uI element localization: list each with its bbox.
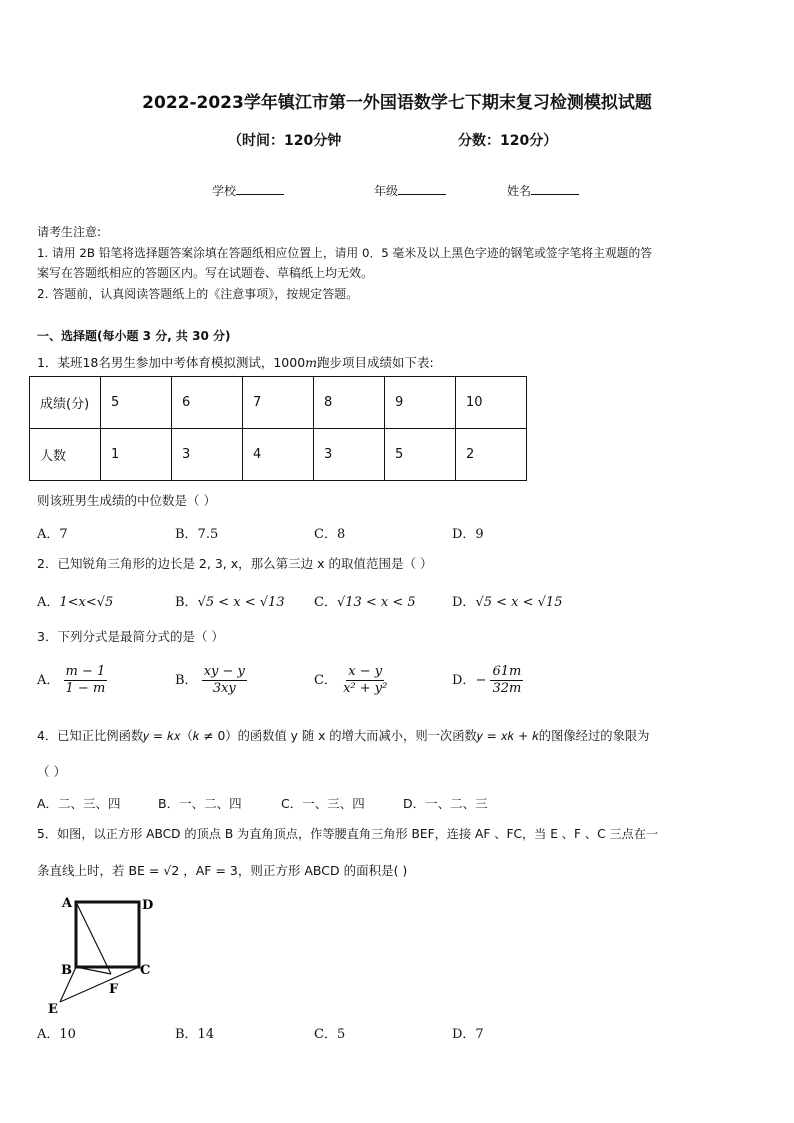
table-cell: 7 [243, 377, 314, 429]
notice-line2: 2. 答题前，认真阅读答题纸上的《注意事项》，按规定答题。 [37, 287, 359, 301]
q3-d-numerator: 61m [492, 664, 522, 679]
notice-line1b: 案写在答题纸相应的答题区内。写在试题卷、草稿纸上均无效。 [37, 266, 374, 280]
q4-paren: （ ） [37, 764, 66, 779]
name-blank [531, 182, 579, 195]
q2-b-label: B． [175, 595, 198, 610]
school-blank [236, 182, 284, 195]
q5-option-b: B．14 [175, 1027, 215, 1042]
q3-c-fraction [341, 664, 389, 697]
q2-stem: 2．已知锐角三角形的边长是 2, 3, x，那么第三边 x 的取值范围是（ ） [37, 556, 433, 571]
q3-a-label: A． [37, 673, 60, 688]
q2-c-label: C． [314, 595, 337, 610]
notice-heading: 请考生注意: [37, 225, 102, 239]
q3-d-sign: − [475, 673, 487, 688]
q3-a-denominator: 1 − m [65, 681, 106, 696]
table-cell: 3 [172, 429, 243, 481]
q2-a-expr: 1<x<√5 [59, 595, 114, 610]
table-cell: 5 [385, 429, 456, 481]
name-field [507, 182, 579, 199]
label-d: D [142, 898, 154, 913]
q2-option-b [175, 591, 285, 610]
notice-line1a: 1. 请用 2B 铅笔将选择题答案涂填在答题纸相应位置上，请用 0．5 毫米及以上黑色字迹的钢笔或签字笔将主观题的答 [37, 246, 653, 260]
q1-option-d: D．9 [452, 527, 484, 542]
q4-option-b: B．一、二、四 [158, 796, 242, 811]
q5-stem-line1: 5．如图，以正方形 ABCD 的顶点 B 为直角顶点，作等腰直角三角形 BEF，连接 AF 、FC，当 E 、F 、C 三点在一 [37, 827, 659, 841]
label-c: C [140, 963, 151, 978]
q1-stem-m: m [305, 355, 318, 370]
score-table [29, 376, 527, 481]
q1-option-c: C．8 [314, 527, 346, 542]
q1-stem [37, 353, 434, 371]
table-cell: 4 [243, 429, 314, 481]
q2-d-label: D． [452, 595, 476, 610]
school-label: 学校 [212, 184, 237, 198]
q1-stem-a: 1．某班18名男生参加中考体育模拟测试，1000 [37, 355, 306, 370]
grade-label: 年级 [374, 184, 399, 198]
q2-b-expr: √5 < x < √13 [197, 595, 285, 610]
q3-option-a [37, 664, 107, 697]
q2-a-label: A． [37, 595, 60, 610]
table-cell: 1 [101, 429, 172, 481]
q3-option-d [452, 664, 523, 697]
q5-option-a: A．10 [37, 1027, 76, 1042]
exam-score: 分数：120分） [458, 133, 558, 149]
q3-b-denominator: 3xy [212, 681, 236, 696]
table-cell: 成绩(分) [30, 377, 101, 429]
q5-option-c: C．5 [314, 1027, 346, 1042]
q2-c-expr: √13 < x < 5 [336, 595, 416, 610]
q3-d-label: D． [452, 673, 476, 688]
school-field [212, 182, 284, 199]
q5-stem-line2: 条直线上时，若 BE = √2 ，AF = 3，则正方形 ABCD 的面积是( ) [37, 863, 408, 878]
q3-a-numerator: m − 1 [65, 664, 106, 679]
name-label: 姓名 [507, 184, 532, 198]
segment-af [76, 902, 111, 974]
page-title: 2022-2023学年镇江市第一外国语数学七下期末复习检测模拟试题 [142, 93, 652, 113]
q1-option-a: A．7 [37, 527, 68, 542]
table-cell: 6 [172, 377, 243, 429]
table-cell: 5 [101, 377, 172, 429]
table-cell: 3 [314, 429, 385, 481]
grade-field [374, 182, 446, 199]
label-e: E [48, 1002, 58, 1017]
q4-option-a: A．二、三、四 [37, 796, 121, 811]
q1-stem-b: 跑步项目成绩如下表: [317, 355, 434, 370]
table-row [30, 377, 527, 429]
exam-time: （时间：120分钟 [228, 133, 342, 149]
q5-option-d: D．7 [452, 1027, 484, 1042]
q3-d-denominator: 32m [492, 681, 522, 696]
section-heading: 一、选择题(每小题 3 分, 共 30 分) [37, 329, 231, 343]
table-cell: 人数 [30, 429, 101, 481]
q3-b-label: B． [175, 673, 198, 688]
q3-a-fraction [64, 664, 108, 697]
q4-option-c: C．一、三、四 [281, 796, 365, 811]
q2-option-d [452, 591, 562, 610]
q3-b-numerator: xy − y [203, 664, 245, 679]
square-abcd [76, 902, 139, 967]
label-a: A [62, 896, 73, 911]
q4-stem: 4．已知正比例函数𝑦 = 𝑘𝑥（𝑘 ≠ 0）的函数值 y 随 x 的增大而减小，则一次函数𝑦 = 𝑥𝑘 + 𝑘的图像经过的象限为 [37, 729, 650, 743]
q3-option-c [314, 664, 389, 697]
table-cell: 9 [385, 377, 456, 429]
label-b: B [61, 963, 72, 978]
q3-b-fraction [202, 664, 247, 697]
q2-option-c [314, 591, 416, 610]
q2-d-expr: √5 < x < √15 [475, 595, 563, 610]
label-f: F [109, 982, 119, 997]
table-cell: 2 [456, 429, 527, 481]
q1-option-b: B．7.5 [175, 527, 219, 542]
q3-option-b [175, 664, 247, 697]
q3-c-numerator: x − y [348, 664, 383, 679]
grade-blank [398, 182, 446, 195]
q1-question: 则该班男生成绩的中位数是（ ） [37, 493, 216, 508]
q3-c-label: C． [314, 673, 337, 688]
q3-stem: 3．下列分式是最简分式的是（ ） [37, 629, 224, 644]
q5-square-figure [40, 888, 170, 1018]
q3-d-fraction [490, 664, 523, 697]
table-cell: 8 [314, 377, 385, 429]
q4-option-d: D．一、二、三 [403, 796, 488, 811]
q2-option-a [37, 591, 113, 610]
table-row [30, 429, 527, 481]
table-cell: 10 [456, 377, 527, 429]
q3-c-denominator: x² + y² [343, 681, 388, 696]
